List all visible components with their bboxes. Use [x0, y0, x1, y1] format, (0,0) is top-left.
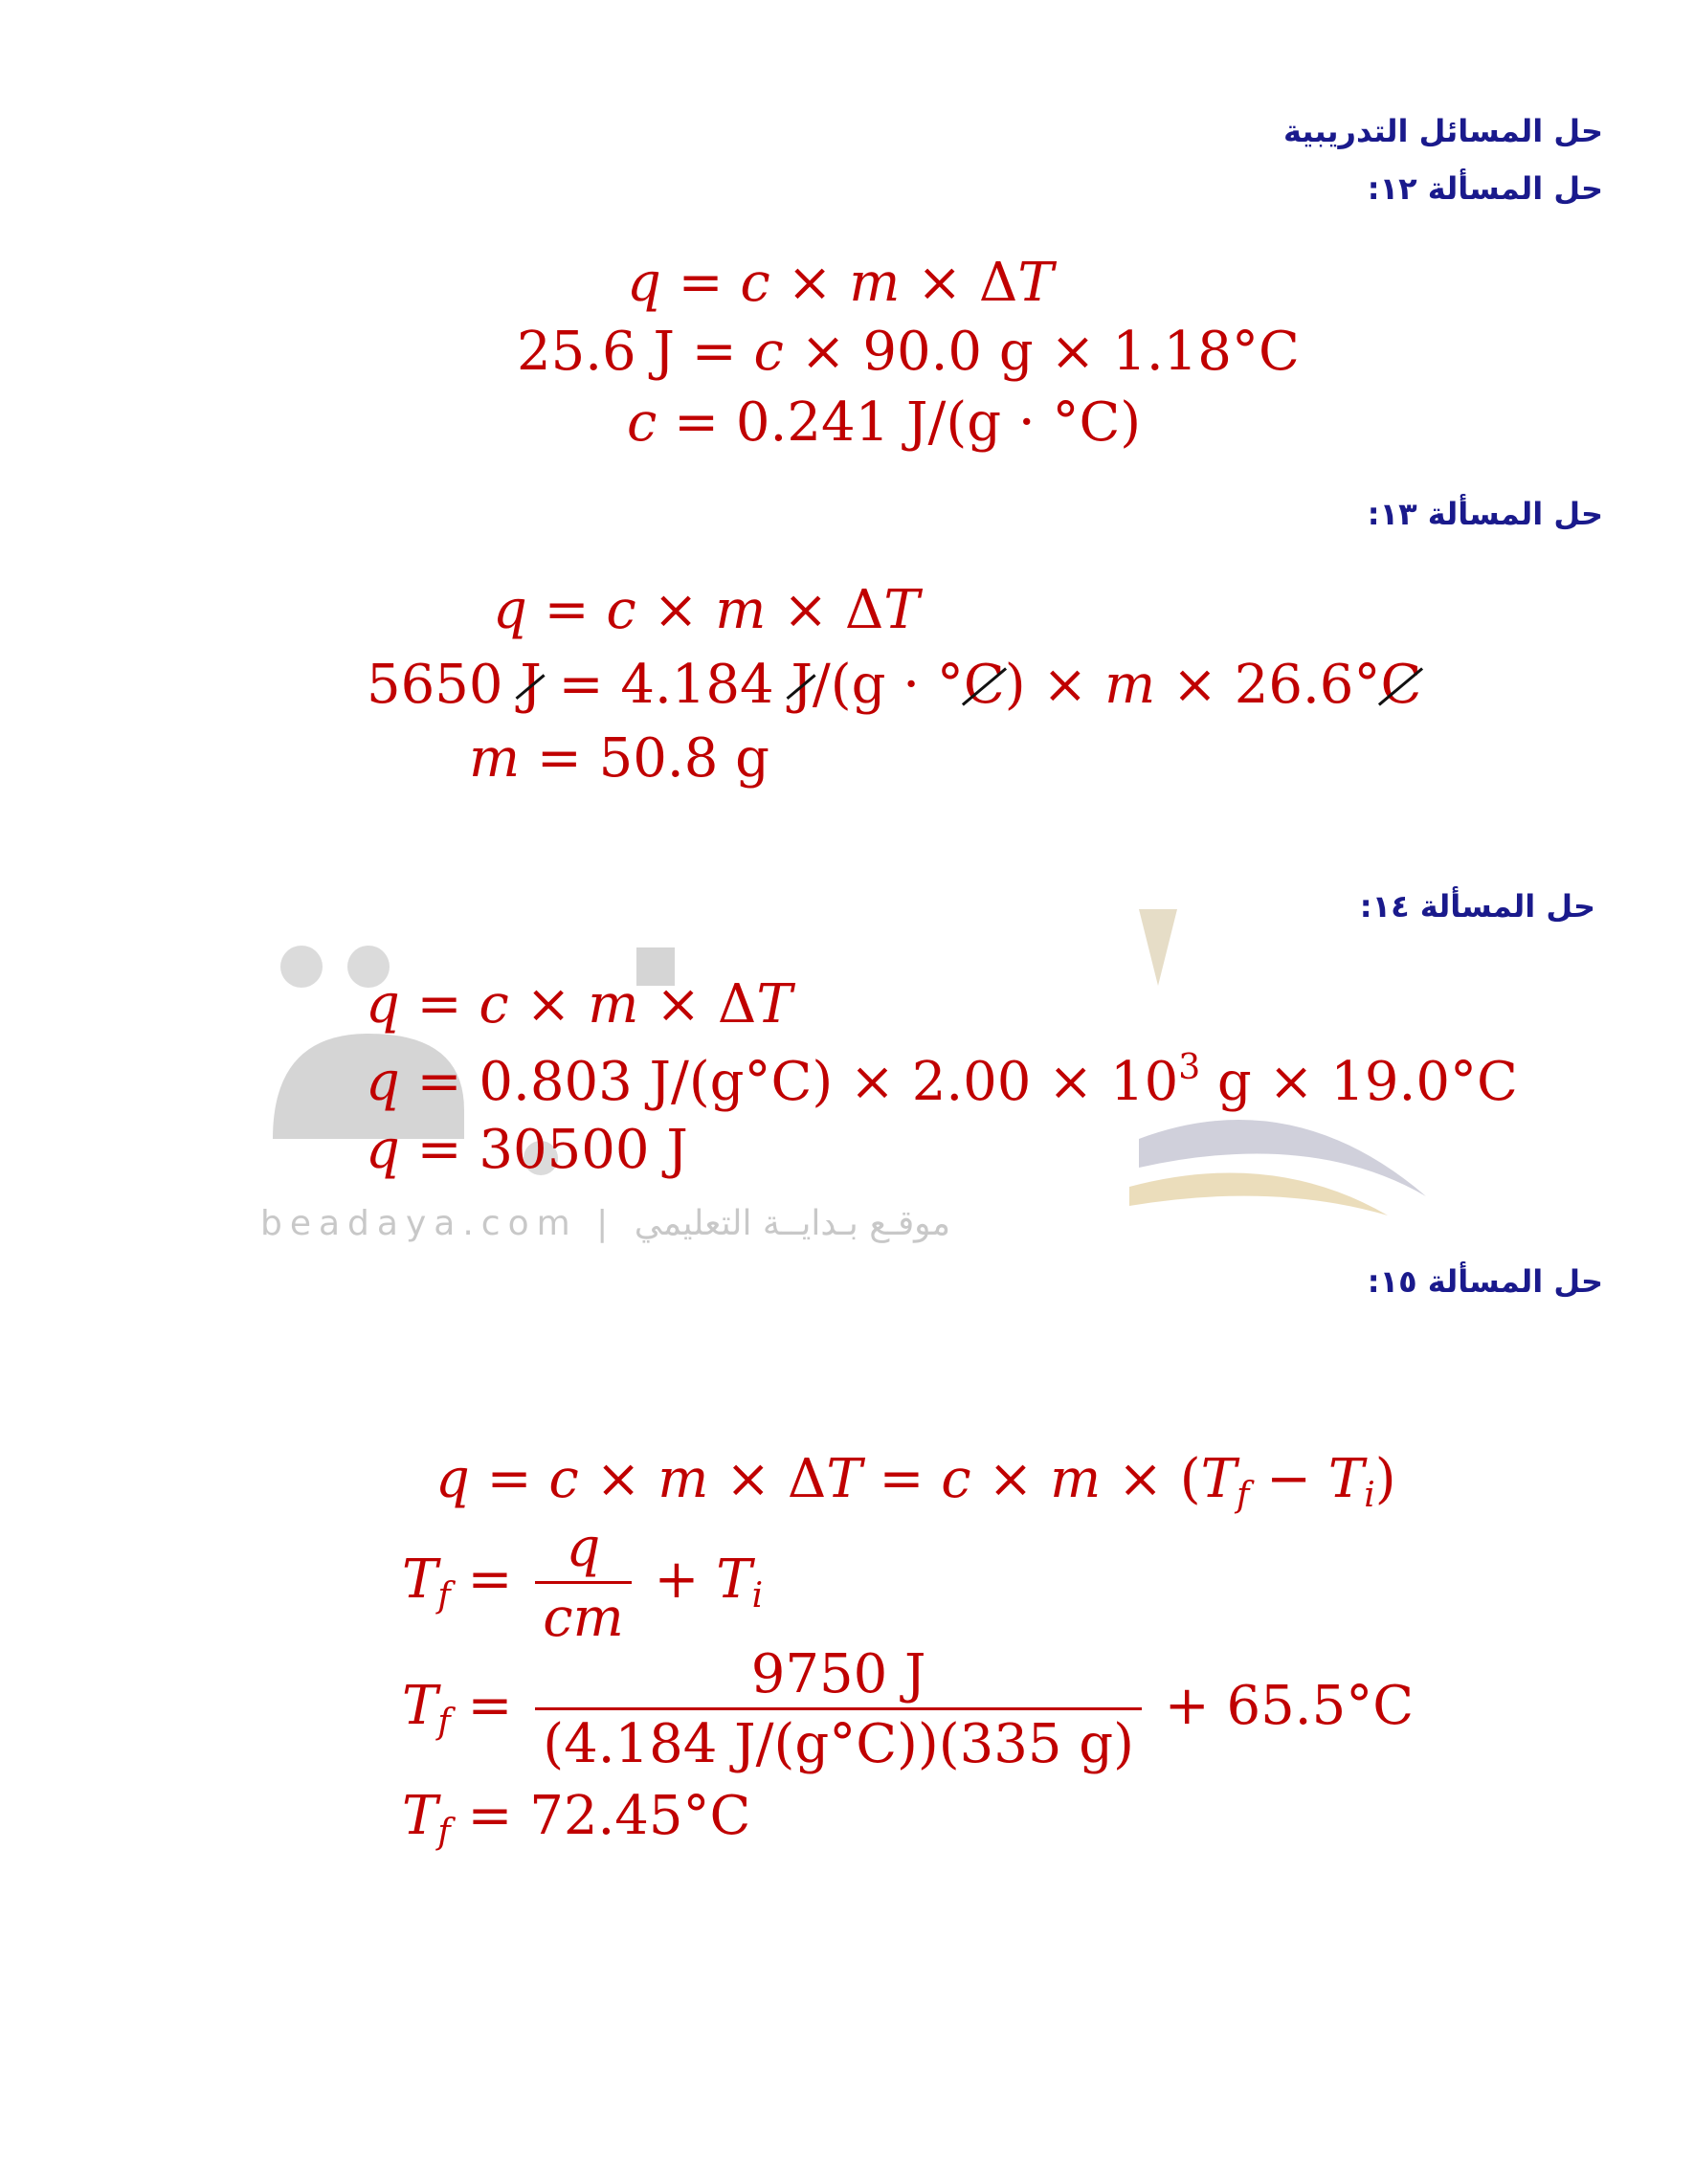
p15-rearranged: $T_f$ = $\frac{q}{cm}$ + $T_i$	[402, 1517, 764, 1649]
p15-formula: $q = c \times m \times \Delta T = c \times m \times (T_f - T_i)$	[435, 1448, 1396, 1515]
p14-result: q = 30500 J	[366, 1119, 688, 1181]
p13-substitution: 5650 J = 4.184 J/(g · °C) × m × 26.6°C	[367, 654, 1422, 716]
p13-formula: q = c × m × ΔT	[493, 579, 920, 641]
section-title: حل المسائل التدريبية	[1283, 113, 1603, 149]
problem-14-heading: حل المسألة ١٤:	[1359, 888, 1595, 925]
p13-result: m = 50.8 g	[469, 727, 769, 790]
p14-formula: q = c × m × ΔT	[366, 973, 792, 1036]
p14-substitution: q = 0.803 $J/(g^\circ C) \times 2.00 \times 10^3$ g × 19.0°C	[366, 1048, 1518, 1113]
problem-13-heading: حل المسألة ١٣:	[1367, 496, 1603, 532]
problem-12-heading: حل المسألة ١٢:	[1367, 170, 1603, 207]
p12-substitution: 25.6 J = c × 90.0 g × 1.18°C	[517, 321, 1300, 383]
p12-result: c = 0.241 J/(g · °C)	[627, 391, 1142, 454]
p15-substitution: $T_f$ = $\frac{9750 J}{(4.184 J/(g^\circ C))(335 g)}$ + 65.5°C	[402, 1643, 1415, 1775]
p15-result: $T_f = 72.45^\circ C$	[402, 1785, 751, 1852]
problem-15-heading: حل المسألة ١٥:	[1367, 1263, 1603, 1300]
p12-formula: q = c × m × ΔT	[627, 252, 1054, 314]
watermark-text: beadaya.com | موقـع بـدايــة التعليمي	[260, 1204, 951, 1243]
